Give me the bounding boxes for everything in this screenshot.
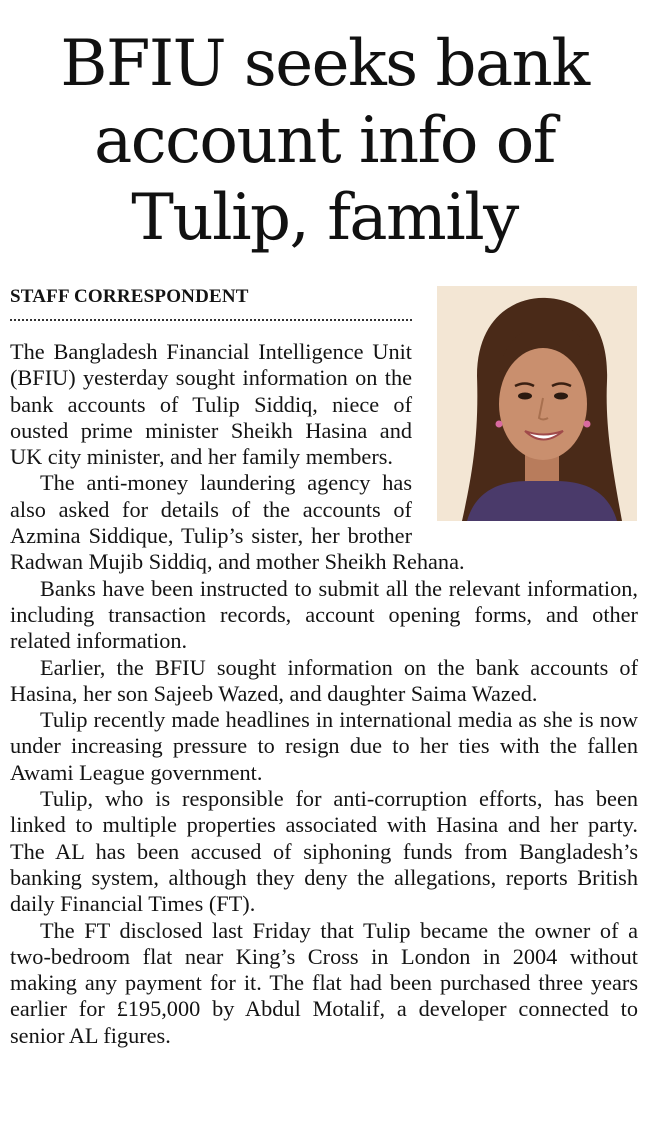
- paragraph-2: The anti-money laundering agency has also asked for details of the accounts of Azmina Siddique, Tulip’s sister, her brother Radwan Mujib Siddiq, and mother Sheikh Rehana.: [10, 470, 465, 575]
- article-body: [10, 339, 638, 1049]
- paragraph-5: Tulip recently made headlines in international media as she is now under increasing pressure to resign due to her ties with the fallen Awami League government.: [10, 707, 638, 785]
- byline: STAFF CORRESPONDENT: [10, 286, 249, 307]
- paragraph-4: Earlier, the BFIU sought information on the bank accounts of Hasina, her son Sajeeb Wazed, and daughter Saima Wazed.: [10, 654, 638, 706]
- paragraph-7: The FT disclosed last Friday that Tulip became the owner of a two-bedroom flat near King’s Cross in London in 2004 without making any payment for it. The flat had been purchased three years earlier for £195,000 by Abdul Motalif, a developer connected to senior AL figures.: [10, 917, 638, 1048]
- headline: BFIU seeks bank account info of Tulip, family: [60, 27, 589, 255]
- paragraph-6: Tulip, who is responsible for anti-corruption efforts, has been linked to multiple properties associated with Hasina and her party. The AL has been accused of siphoning funds from Bangladesh’s banking system, although they deny the allegations, reports British daily Financial Times (FT).: [10, 786, 638, 917]
- byline-divider: [10, 319, 412, 321]
- paragraph-1: The Bangladesh Financial Intelligence Unit (BFIU) yesterday sought information on the bank accounts of Tulip Siddiq, niece of ousted prime minister Sheikh Hasina and UK city minister, and her family members.: [10, 339, 412, 470]
- paragraph-3: Banks have been instructed to submit all the relevant information, including transaction records, account opening forms, and other related information.: [10, 575, 638, 654]
- photo-float-spacer: [412, 339, 638, 529]
